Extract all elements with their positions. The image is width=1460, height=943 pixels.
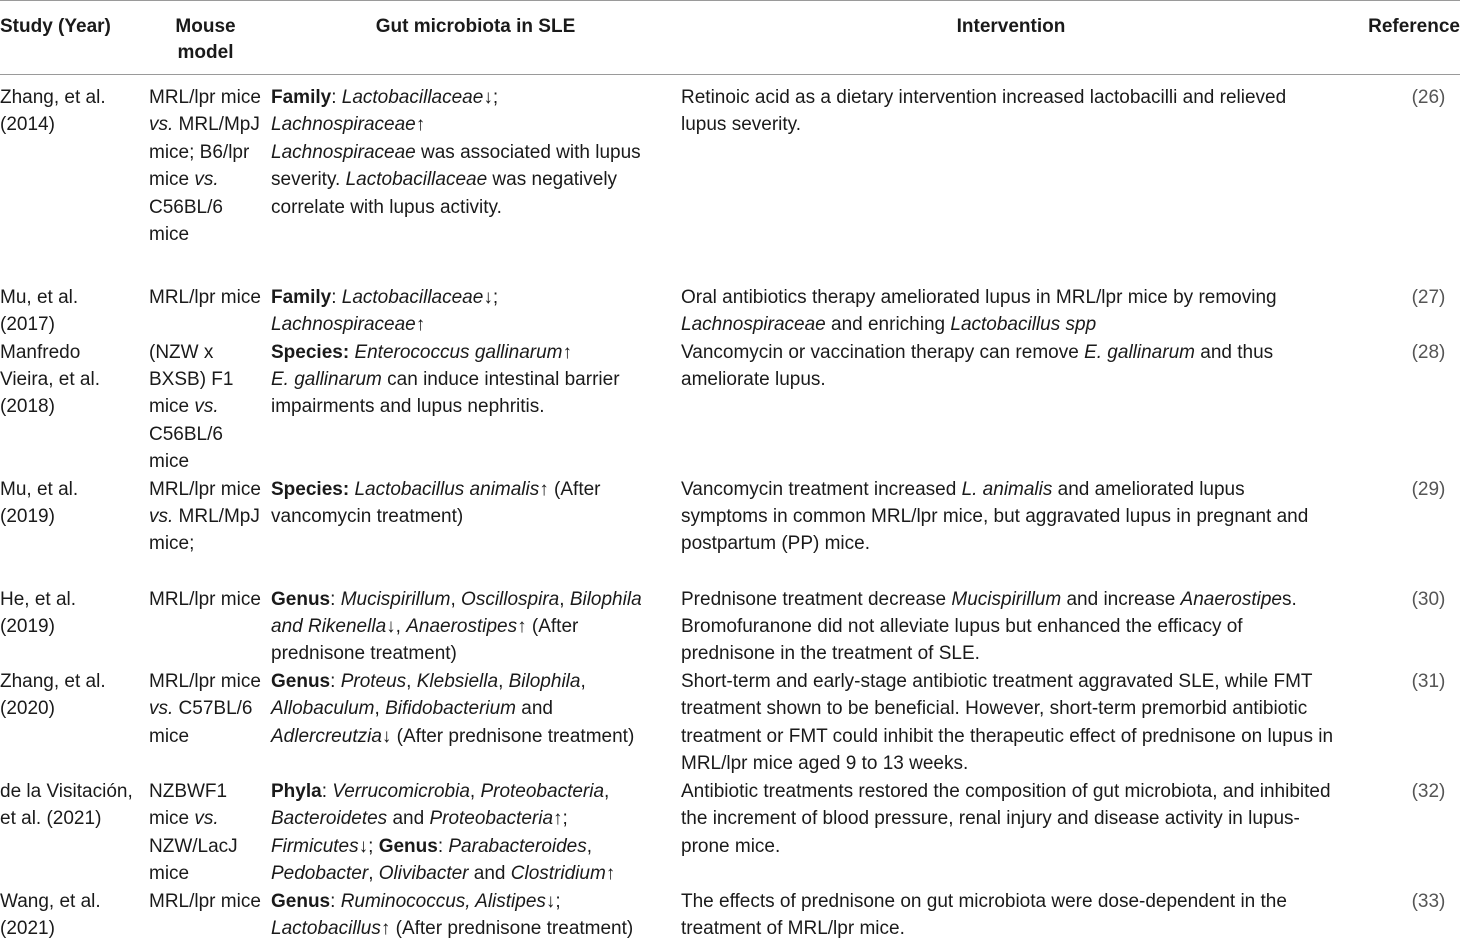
header-reference: Reference	[1342, 1, 1460, 75]
intervention-cell: Oral antibiotics therapy ameliorated lupus in MRL/lpr mice by removing Lachnospiraceae and enriching Lactobacillus spp	[681, 286, 1277, 335]
reference-cell: (26)	[1411, 87, 1446, 108]
reference-cell: (27)	[1411, 286, 1446, 308]
microbiota-cell: Genus: Proteus, Klebsiella, Bilophila, Allobaculum, Bifidobacterium and Adlercreutzia↓ (After prednisone treatment)	[271, 670, 635, 747]
microbiota-cell: Family: Lactobacillaceae↓; Lachnospiraceae↑	[271, 286, 499, 335]
reference-cell: (28)	[1411, 341, 1446, 363]
study-cell: Mu, et al. (2017)	[0, 286, 79, 335]
microbiota-cell: Genus: Mucispirillum, Oscillospira, Bilophila and Rikenella↓, Anaerostipes↑ (After prednisone treatment)	[271, 588, 642, 665]
intervention-cell: Short-term and early-stage antibiotic treatment aggravated SLE, while FMT treatment shown to be beneficial. However, short-term premorbid antibiotic treatment or FMT could inhibit the therapeutic effect of prednisone on lupus in MRL/lpr mice aged 9 to 13 weeks.	[681, 670, 1334, 774]
reference-cell: (29)	[1411, 478, 1446, 500]
header-study: Study (Year)	[0, 1, 140, 75]
study-cell: Zhang, et al. (2014)	[0, 87, 106, 136]
mouse-model-cell: MRL/lpr mice vs. MRL/MpJ mice;	[149, 478, 261, 555]
mouse-model-cell: (NZW x BXSB) F1 mice vs. C56BL/6 mice	[149, 341, 234, 473]
microbiota-cell: Family: Lactobacillaceae↓; Lachnospiraceae↑ Lachnospiraceae was associated with lupus severity. Lactobacillaceae was negatively correlate with lupus activity.	[271, 87, 641, 218]
study-cell: He, et al. (2019)	[0, 588, 77, 637]
mouse-model-cell: MRL/lpr mice vs. C57BL/6 mice	[149, 670, 261, 747]
table-row	[0, 75, 1460, 284]
study-cell: Manfredo Vieira, et al. (2018)	[0, 341, 100, 418]
table-row	[0, 284, 1460, 339]
mouse-model-cell: NZBWF1 mice vs. NZW/LacJ mice	[149, 780, 238, 884]
header-intervention: Intervention	[680, 1, 1342, 75]
reference-cell: (31)	[1411, 670, 1446, 692]
intervention-cell: Prednisone treatment decrease Mucispirillum and increase Anaerostipes. Bromofuranone did not alleviate lupus but enhanced the efficacy of prednisone in the treatment of SLE.	[681, 588, 1297, 665]
intervention-cell: Vancomycin treatment increased L. animalis and ameliorated lupus symptoms in common MRL/lpr mice, but aggravated lupus in pregnant and postpartum (PP) mice.	[681, 478, 1309, 555]
reference-cell: (32)	[1411, 780, 1446, 802]
table-row	[0, 888, 1460, 943]
microbiota-cell: Phyla: Verrucomicrobia, Proteobacteria, Bacteroidetes and Proteobacteria↑; Firmicutes↓; Genus: Parabacteroides, Pedobacter, Olivibacter and Clostridium↑	[271, 780, 616, 884]
microbiota-cell: Species: Lactobacillus animalis↑ (After vancomycin treatment)	[271, 478, 601, 527]
header-microbiota: Gut microbiota in SLE	[271, 1, 680, 75]
microbiota-cell: Species: Enterococcus gallinarum↑ E. gallinarum can induce intestinal barrier impairments and lupus nephritis.	[271, 341, 620, 418]
microbiota-cell: Genus: Ruminococcus, Alistipes↓; Lactobacillus↑ (After prednisone treatment)	[271, 890, 634, 940]
header-row	[0, 1, 1460, 75]
header-mouse-model: Mouse model	[140, 1, 271, 75]
table-row	[0, 668, 1460, 778]
mouse-model-cell: MRL/lpr mice	[149, 588, 261, 610]
table-row	[0, 339, 1460, 476]
study-cell: Zhang, et al. (2020)	[0, 670, 106, 720]
study-cell: Mu, et al. (2019)	[0, 478, 79, 527]
intervention-cell: Retinoic acid as a dietary intervention increased lactobacilli and relieved lupus severity.	[681, 87, 1287, 136]
study-cell: de la Visitación, et al. (2021)	[0, 780, 133, 830]
intervention-cell: Antibiotic treatments restored the composition of gut microbiota, and inhibited the increment of blood pressure, renal injury and disease activity in lupus-prone mice.	[681, 780, 1331, 857]
intervention-cell: The effects of prednisone on gut microbiota were dose-dependent in the treatment of MRL/lpr mice.	[681, 890, 1287, 940]
mouse-model-cell: MRL/lpr mice	[149, 286, 261, 308]
table-row	[0, 778, 1460, 888]
table-row	[0, 476, 1460, 586]
table-row	[0, 586, 1460, 668]
reference-cell: (30)	[1411, 588, 1446, 610]
study-cell: Wang, et al. (2021)	[0, 890, 101, 940]
mouse-model-cell: MRL/lpr mice vs. MRL/MpJ mice; B6/lpr mice vs. C56BL/6 mice	[149, 87, 261, 246]
mouse-model-cell: MRL/lpr mice	[149, 890, 261, 912]
reference-cell: (33)	[1411, 890, 1446, 912]
intervention-cell: Vancomycin or vaccination therapy can remove E. gallinarum and thus ameliorate lupus.	[681, 341, 1274, 390]
